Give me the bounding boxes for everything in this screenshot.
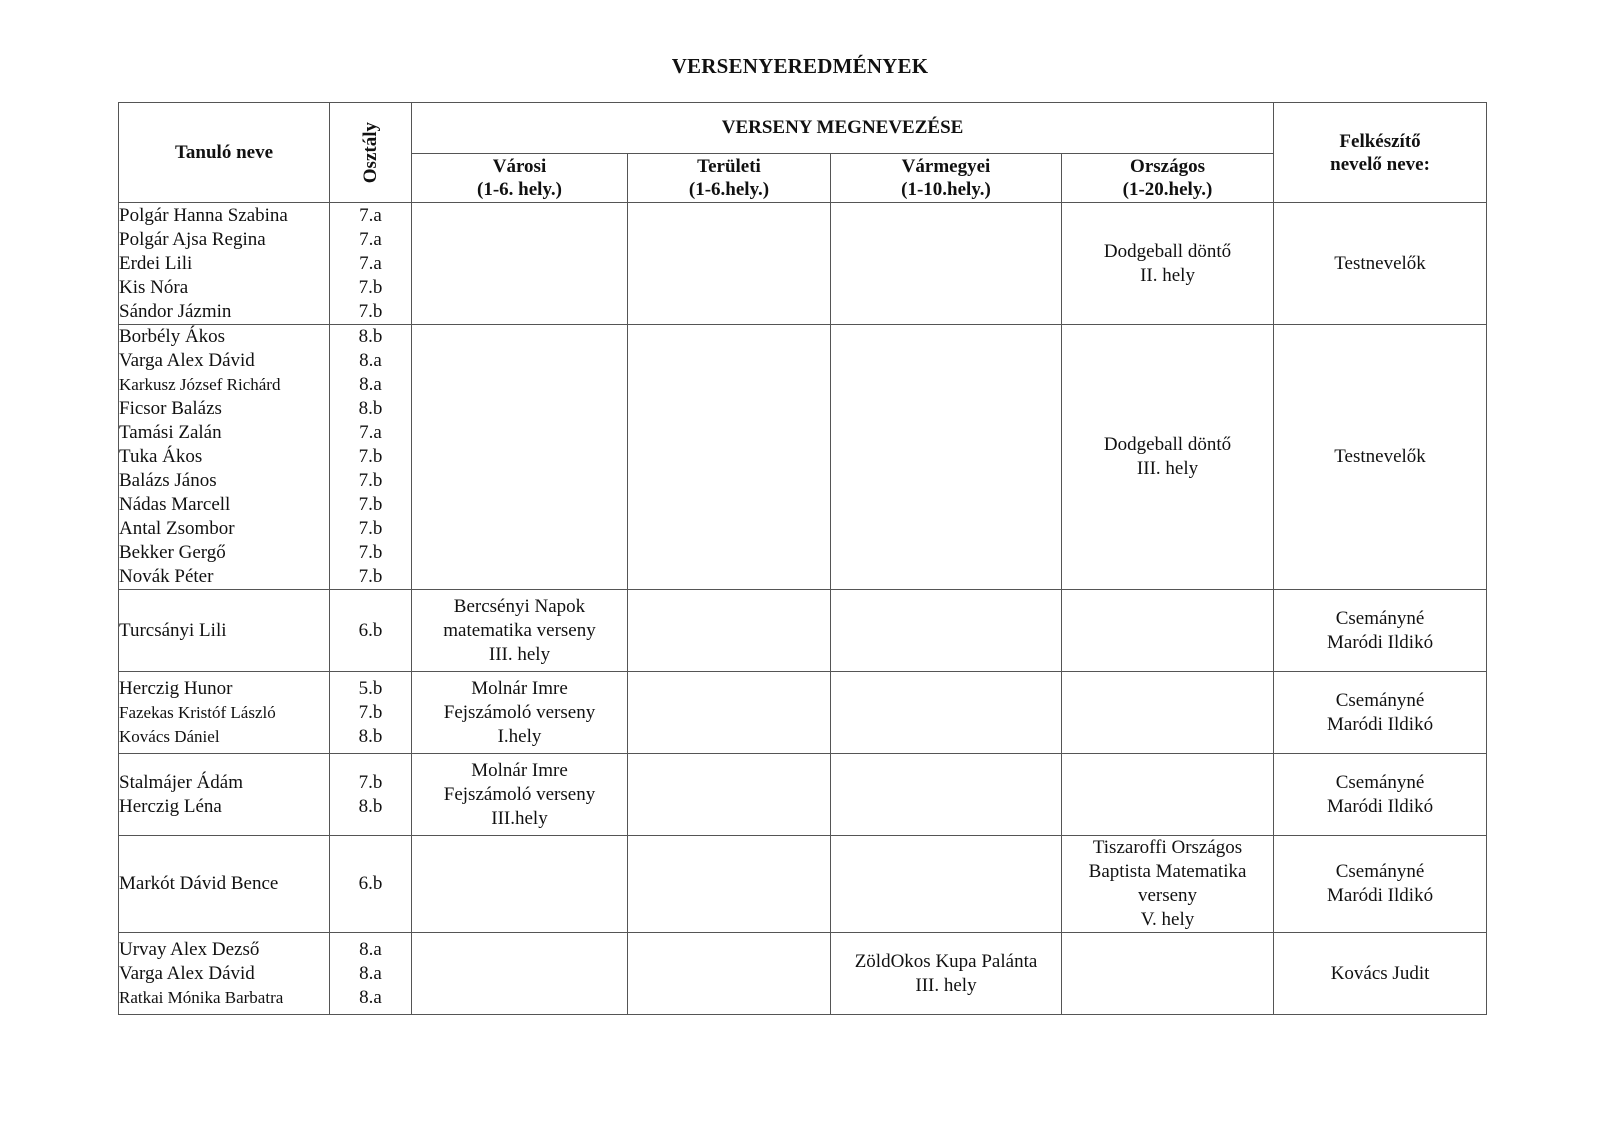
national-result-cell [1062,325,1274,590]
student-names-cell [119,325,330,590]
student-names-cell [119,754,330,836]
student-names-cell-line: Polgár Hanna Szabina [119,204,288,226]
national-result-cell-line: Tiszaroffi Országos [1092,837,1243,858]
student-names-cell-line: Karkusz József Richárd [119,375,281,394]
student-names-cell [119,203,330,325]
teacher-cell [1274,836,1487,933]
student-names-cell-line: Tamási Zalán [119,422,222,443]
student-names-cell-line: Fazekas Kristóf László [119,702,276,722]
student-names-cell-line: Bekker Gergő [119,542,226,563]
student-names-cell-line: Varga Alex Dávid [119,350,255,371]
student-names-cell [119,836,330,933]
class-cell [330,590,412,672]
county-result-cell [831,754,1062,836]
regional-result-cell [628,754,831,836]
class-cell-line: 8.b [358,725,383,747]
header-county: Vármegyei (1-10.hely.) [831,154,1062,203]
national-result-cell [1062,590,1274,672]
student-names-cell-line: Herczig Léna [119,795,222,817]
regional-result-cell [628,933,831,1015]
class-cell-line: 7.a [359,228,382,250]
city-result-cell-line: matematika verseny [443,619,596,641]
city-result-cell [412,203,628,325]
student-names-cell [119,933,330,1015]
class-cell-line: 7.b [358,701,383,723]
class-cell-line: 7.b [358,771,383,793]
national-result-cell-line: Dodgeball döntő [1103,434,1232,455]
class-cell [330,203,412,325]
class-cell-line: 8.b [358,795,383,817]
table-row [119,836,1487,933]
class-cell-line: 7.b [358,566,383,587]
city-result-cell-line: III. hely [488,643,551,665]
teacher-cell-line: Maródi Ildikó [1327,795,1434,817]
class-cell-line: 5.b [358,677,383,699]
student-names-cell-line: Kis Nóra [119,276,189,298]
student-names-cell-line: Borbély Ákos [119,326,226,347]
teacher-cell-line: Maródi Ildikó [1327,885,1434,906]
regional-result-cell [628,203,831,325]
regional-result-cell [628,672,831,754]
student-names-cell-line: Urvay Alex Dezső [119,938,260,960]
class-cell-line: 7.a [359,204,382,226]
county-result-cell-line: ZöldOkos Kupa Palánta [854,950,1038,972]
class-cell-line: 7.b [358,518,383,539]
city-result-cell [412,590,628,672]
teacher-cell-line: Csemányné [1335,607,1425,629]
student-names-cell-line: Stalmájer Ádám [119,771,243,793]
class-cell [330,836,412,933]
class-cell-line: 7.b [358,276,383,298]
teacher-cell-line: Maródi Ildikó [1327,631,1434,653]
teacher-cell-line: Testnevelők [1334,252,1426,274]
class-cell [330,325,412,590]
class-cell-line: 6.b [358,619,383,641]
teacher-cell [1274,590,1487,672]
city-result-cell-line: Molnár Imre [471,677,568,699]
class-cell-line: 7.b [358,470,383,491]
class-cell-line: 8.a [359,986,382,1008]
teacher-cell-line: Testnevelők [1334,446,1426,467]
student-names-cell-line: Erdei Lili [119,252,193,274]
national-result-cell [1062,933,1274,1015]
city-result-cell-line: Molnár Imre [471,759,568,781]
national-result-cell-line: III. hely [1136,458,1199,479]
class-cell-line: 7.b [358,446,383,467]
table-row [119,590,1487,672]
teacher-cell-line: Csemányné [1335,771,1425,793]
class-cell-line: 7.a [359,422,382,443]
city-result-cell-line: Fejszámoló verseny [443,701,596,723]
teacher-cell-line: Maródi Ildikó [1327,713,1434,735]
student-names-cell-line: Nádas Marcell [119,494,231,515]
class-cell [330,672,412,754]
header-national: Országos (1-20.hely.) [1062,154,1274,203]
national-result-cell-line: V. hely [1140,909,1195,930]
table-body [119,203,1487,1015]
national-result-cell-line: Baptista Matematika [1088,861,1247,882]
teacher-cell [1274,933,1487,1015]
county-result-cell [831,933,1062,1015]
table-row [119,203,1487,325]
table-row [119,325,1487,590]
student-names-cell-line: Polgár Ajsa Regina [119,228,266,250]
student-names-cell-line: Balázs János [119,470,217,491]
class-cell [330,933,412,1015]
teacher-cell-line: Csemányné [1335,689,1425,711]
county-result-cell [831,325,1062,590]
national-result-cell [1062,836,1274,933]
teacher-cell [1274,203,1487,325]
teacher-cell [1274,672,1487,754]
national-result-cell [1062,754,1274,836]
city-result-cell-line: Fejszámoló verseny [443,783,596,805]
class-cell-line: 8.a [359,374,382,395]
header-city: Városi (1-6. hely.) [412,154,628,203]
city-result-cell [412,933,628,1015]
class-cell-line: 7.b [358,494,383,515]
student-names-cell-line: Varga Alex Dávid [119,962,255,984]
city-result-cell-line: I.hely [497,725,542,747]
student-names-cell-line: Tuka Ákos [119,446,203,467]
national-result-cell [1062,672,1274,754]
city-result-cell-line: Bercsényi Napok [453,595,586,617]
table-row [119,933,1487,1015]
teacher-cell [1274,325,1487,590]
table-row [119,754,1487,836]
table-row [119,672,1487,754]
class-cell-line: 8.b [358,398,383,419]
national-result-cell-line: II. hely [1140,264,1195,286]
county-result-cell [831,203,1062,325]
teacher-cell-line: Kovács Judit [1330,962,1430,984]
student-names-cell-line: Novák Péter [119,566,214,587]
county-result-cell [831,590,1062,672]
student-names-cell-line: Ratkai Mónika Barbatra [119,987,284,1007]
class-cell-line: 7.b [358,542,383,563]
table-header [119,103,1487,203]
student-names-cell [119,590,330,672]
county-result-cell [831,836,1062,933]
student-names-cell-line: Turcsányi Lili [119,619,227,641]
student-names-cell-line: Sándor Jázmin [119,300,232,322]
class-cell [330,754,412,836]
header-teacher: Felkészítő nevelő neve: [1274,103,1487,203]
regional-result-cell [628,836,831,933]
city-result-cell [412,325,628,590]
class-cell-line: 8.a [359,962,382,984]
student-names-cell-line: Ficsor Balázs [119,398,222,419]
student-names-cell-line: Markót Dávid Bence [119,873,279,894]
class-cell-line: 6.b [358,873,383,894]
national-result-cell [1062,203,1274,325]
national-result-cell-line: Dodgeball döntő [1103,240,1232,262]
class-cell-line: 7.b [358,300,383,322]
class-cell-line: 7.a [359,252,382,274]
header-student-name: Tanuló neve [119,103,330,203]
regional-result-cell [628,590,831,672]
city-result-cell-line: III.hely [491,807,548,829]
teacher-cell-line: Csemányné [1335,861,1425,882]
student-names-cell [119,672,330,754]
results-table [118,102,1487,1015]
city-result-cell [412,672,628,754]
city-result-cell [412,836,628,933]
county-result-cell-line: III. hely [915,974,977,996]
class-cell-line: 8.b [358,326,383,347]
teacher-cell [1274,754,1487,836]
class-cell-line: 8.a [359,938,382,960]
city-result-cell [412,754,628,836]
class-cell-line: 8.a [359,350,382,371]
header-class: Osztály [330,103,412,203]
regional-result-cell [628,325,831,590]
header-regional: Területi (1-6.hely.) [628,154,831,203]
student-names-cell-line: Kovács Dániel [119,726,220,746]
national-result-cell-line: verseny [1137,885,1198,906]
page-title: VERSENYEREDMÉNYEK [671,54,929,78]
header-competition: VERSENY MEGNEVEZÉSE [412,103,1274,154]
student-names-cell-line: Herczig Hunor [119,677,233,699]
county-result-cell [831,672,1062,754]
student-names-cell-line: Antal Zsombor [119,518,235,539]
